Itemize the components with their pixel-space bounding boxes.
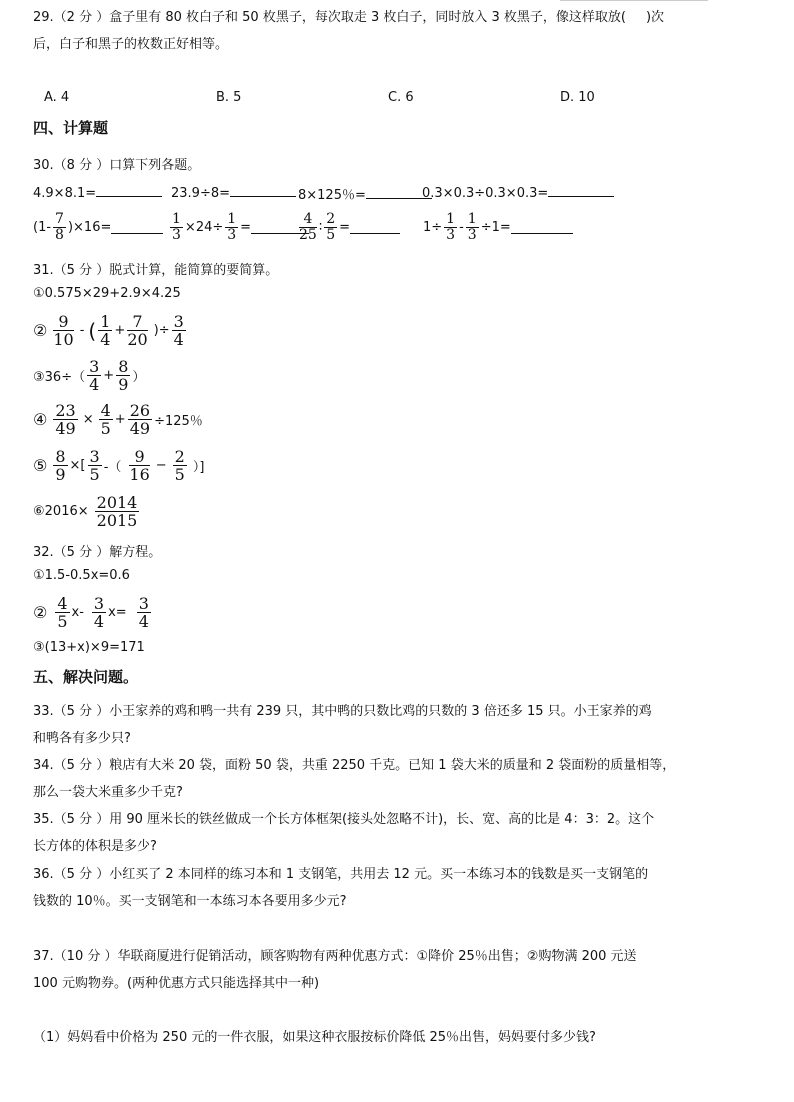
numerator: 3 — [89, 357, 100, 376]
q29-line2: 后，白子和黑子的枚数正好相等。 — [33, 37, 229, 52]
numerator: 9 — [53, 313, 73, 331]
expr: ÷1= — [480, 220, 511, 235]
answer-blank[interactable] — [350, 221, 400, 234]
numerator: 1 — [172, 211, 181, 227]
q33-line2: 和鸭各有多少只? — [33, 731, 131, 746]
expr: x- — [71, 605, 84, 620]
option-d[interactable]: D. 10 — [560, 90, 595, 105]
numerator: 7 — [127, 313, 147, 331]
answer-blank[interactable] — [96, 184, 162, 197]
q31-item-2 — [33, 313, 188, 348]
option-c[interactable]: C. 6 — [388, 90, 414, 105]
denominator: 3 — [172, 227, 181, 243]
fraction — [324, 212, 337, 243]
denominator: 49 — [55, 419, 76, 438]
expr: -（ — [103, 460, 122, 475]
fraction — [137, 595, 151, 630]
denominator: 5 — [326, 227, 336, 243]
numerator: 1 — [100, 312, 111, 331]
denominator: 3 — [467, 227, 477, 243]
item-marker: ⑤ — [33, 456, 48, 475]
expr: 23.9÷8= — [171, 186, 231, 201]
q31-item-4 — [33, 402, 203, 437]
q30-row2-a — [33, 212, 163, 243]
expr: ×[ — [69, 458, 86, 473]
operator: + — [114, 323, 126, 338]
expr: = — [240, 220, 252, 235]
expr: ⑥2016× — [33, 504, 89, 519]
expr: (1- — [33, 220, 52, 235]
q36-line2: 钱数的 10％。买一支钢笔和一本练习本各要用多少元? — [33, 894, 347, 909]
answer-blank[interactable] — [230, 184, 296, 197]
numerator: 3 — [173, 312, 184, 331]
q32-stem: 32.（5 分 ）解方程。 — [33, 545, 162, 560]
fraction — [127, 313, 147, 348]
expr: ÷125％ — [154, 414, 203, 429]
numerator: 4 — [57, 594, 68, 613]
denominator: 49 — [129, 419, 151, 438]
numerator: 2 — [174, 447, 185, 466]
q29-line1 — [33, 4, 664, 31]
operator: )÷ — [153, 323, 170, 338]
expr: ） — [132, 370, 146, 385]
q34-line1: 34.（5 分 ）粮店有大米 20 袋，面粉 50 袋，共重 2250 千克。已知 1 袋大米的质量和 2 袋面粉的质量相等， — [33, 758, 676, 773]
numerator: 8 — [55, 447, 66, 466]
denominator: 5 — [57, 612, 68, 631]
denominator: 3 — [446, 227, 456, 243]
expr: x= — [108, 605, 127, 620]
expr: )×16= — [67, 220, 112, 235]
numerator: 1 — [446, 211, 456, 227]
denominator: 2015 — [96, 511, 138, 530]
numerator: 1 — [467, 211, 477, 227]
q36-line1: 36.（5 分 ）小红买了 2 本同样的练习本和 1 支钢笔，共用去 12 元。买一本练习本的钱数是买一支钢笔的 — [33, 867, 649, 882]
q29-text-a: 29.（2 分 ）盒子里有 80 枚白子和 50 枚黑子，每次取走 3 枚白子，同时放入 3 枚黑子，像这样取放( — [33, 10, 626, 25]
q30-row2-c — [297, 212, 400, 243]
section-title-4: 四、计算题 — [33, 119, 109, 137]
operator: + — [103, 368, 115, 383]
top-rule — [560, 0, 708, 1]
operator: + — [114, 412, 126, 427]
q31-item-5 — [33, 448, 204, 483]
expr: = — [339, 220, 351, 235]
fraction — [116, 358, 130, 393]
section-title-5: 五、解决问题。 — [33, 668, 139, 686]
denominator: 5 — [89, 465, 100, 484]
q34-line2: 那么一袋大米重多少千克? — [33, 785, 183, 800]
expr: ）] — [192, 460, 205, 475]
fraction — [225, 212, 238, 243]
fraction — [129, 448, 149, 483]
fraction — [53, 402, 77, 437]
expr: 0.3×0.3÷0.3×0.3= — [422, 186, 549, 201]
numerator: 3 — [93, 594, 105, 613]
expr: 8×125％= — [298, 188, 366, 203]
fraction — [98, 313, 112, 348]
item-marker: ② — [33, 603, 48, 622]
expr: ×24÷ — [184, 220, 224, 235]
numerator: 3 — [89, 447, 100, 466]
operator: − — [155, 458, 167, 473]
fraction — [172, 313, 186, 348]
denominator: 4 — [173, 330, 184, 349]
fraction — [92, 595, 106, 630]
expr: 1÷ — [423, 220, 443, 235]
q30-row2-d — [423, 212, 573, 243]
numerator: 4 — [100, 401, 111, 420]
fraction — [88, 448, 102, 483]
answer-blank[interactable] — [111, 221, 163, 234]
operator: - — [79, 323, 85, 338]
q35-line2: 长方体的体积是多少? — [33, 839, 157, 854]
denominator: 4 — [138, 612, 149, 631]
expr: ③36÷（ — [33, 370, 86, 385]
q30-row1-c — [298, 184, 432, 203]
fraction — [55, 595, 69, 630]
q30-row1-d — [422, 184, 614, 201]
numerator: 2 — [326, 211, 336, 227]
q31-item-6 — [33, 494, 141, 529]
q31-stem: 31.（5 分 ）脱式计算，能简算的要简算。 — [33, 263, 279, 278]
item-marker: ④ — [33, 410, 48, 429]
answer-blank[interactable] — [511, 221, 573, 234]
q31-item-3 — [33, 358, 145, 393]
denominator: 20 — [127, 330, 148, 349]
q37-line2: 100 元购物券。(两种优惠方式只能选择其中一种) — [33, 976, 320, 991]
q30-row1-a — [33, 184, 162, 201]
fraction — [53, 212, 66, 243]
numerator: 8 — [118, 357, 129, 376]
numerator: 26 — [129, 401, 151, 420]
q32-item-1: ①1.5-0.5x=0.6 — [33, 568, 130, 583]
fraction — [53, 448, 67, 483]
q37-line1: 37.（10 分 ）华联商厦进行促销活动，顾客购物有两种优惠方式：①降价 25％出售；②购物满 200 元送 — [33, 949, 637, 964]
numerator: 1 — [227, 211, 237, 227]
q30-row2-b — [168, 212, 309, 243]
paren: ( — [88, 318, 97, 343]
q37-sub1: （1）妈妈看中价格为 250 元的一件衣服，如果这种衣服按标价降低 25％出售，妈妈要付多少钱? — [33, 1030, 596, 1045]
expr: ∶ — [318, 220, 323, 235]
numerator: 23 — [55, 401, 76, 420]
fraction — [99, 402, 113, 437]
fraction — [87, 358, 101, 393]
numerator: 7 — [55, 211, 64, 227]
q30-row1-b — [171, 184, 296, 201]
q32-item-2 — [33, 595, 153, 630]
denominator: 5 — [174, 465, 185, 484]
denominator: 8 — [55, 227, 64, 243]
denominator: 9 — [55, 465, 66, 484]
answer-blank[interactable] — [548, 184, 614, 197]
q30-stem: 30.（8 分 ）口算下列各题。 — [33, 158, 201, 173]
fraction — [170, 212, 183, 243]
denominator: 16 — [129, 465, 150, 484]
q31-item-1: ①0.575×29+2.9×4.25 — [33, 286, 181, 301]
denominator: 9 — [118, 375, 129, 394]
numerator: 2014 — [96, 493, 138, 512]
expr: 4.9×8.1= — [33, 186, 97, 201]
denominator: 10 — [53, 330, 74, 349]
denominator: 5 — [100, 419, 111, 438]
denominator: 25 — [299, 227, 317, 243]
expr: - — [459, 220, 464, 235]
operator: × — [82, 412, 94, 427]
denominator: 4 — [100, 330, 111, 349]
denominator: 4 — [93, 612, 105, 631]
numerator: 4 — [299, 212, 317, 228]
fraction — [95, 494, 140, 529]
fraction — [128, 402, 152, 437]
option-b[interactable]: B. 5 — [216, 90, 242, 105]
q29-text-b: )次 — [645, 10, 665, 25]
item-marker: ② — [33, 321, 48, 340]
fraction — [173, 448, 187, 483]
q32-item-3: ③(13+x)×9=171 — [33, 640, 145, 655]
q33-line1: 33.（5 分 ）小王家养的鸡和鸭一共有 239 只，其中鸭的只数比鸡的只数的 3 倍还多 15 只。小王家养的鸡 — [33, 704, 652, 719]
numerator: 9 — [129, 448, 149, 466]
q35-line1: 35.（5 分 ）用 90 厘米长的铁丝做成一个长方体框架(接头处忽略不计)，长、宽、高的比是 4：3：2。这个 — [33, 812, 655, 827]
denominator: 4 — [89, 375, 100, 394]
denominator: 3 — [227, 227, 237, 243]
fraction — [53, 313, 73, 348]
numerator: 3 — [138, 594, 149, 613]
fraction — [299, 212, 317, 243]
fraction — [466, 212, 479, 243]
option-a[interactable]: A. 4 — [44, 90, 70, 105]
fraction — [444, 212, 457, 243]
